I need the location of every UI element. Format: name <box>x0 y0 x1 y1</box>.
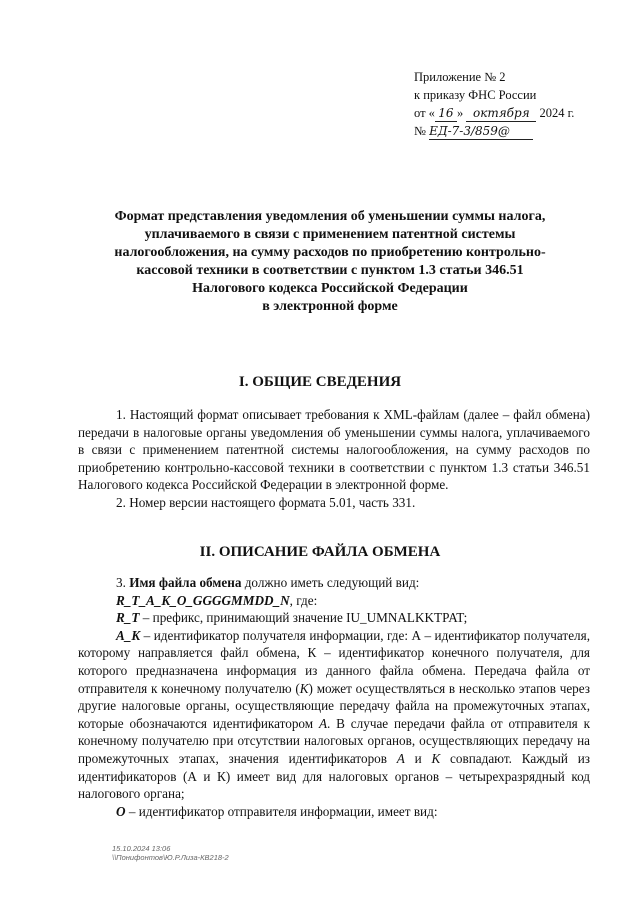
appendix-line1: Приложение № 2 <box>414 70 506 84</box>
handwritten-number: ЕД-7-3/859@ <box>429 124 533 140</box>
section2-body <box>78 574 590 820</box>
section2-heading: II. ОПИСАНИЕ ФАЙЛА ОБМЕНА <box>199 544 441 560</box>
recipient-definition: A_K – идентификатор получателя информации, где: А – идентификатор получателя, которому направляется файл обмена, К – идентификатор конечного получателя, для которого предназначена информация из данного файла обмена. Передача файла от отправителя к конечному получателю (К) может осуществляться в несколько этапов через другие налоговые органы, осуществляющие передачу файла на промежуточных этапах, которые обозначаются идентификатором А. В случае передачи файла от отправителя к конечному получателю при отсутствии налоговых органов, осуществляющих передачу на промежуточных этапах, значения идентификаторов А и К совпадают. Каждый из идентификаторов (А и К) имеет вид для налоговых органов – четырехразрядный код налогового органа; <box>78 627 591 802</box>
handwritten-day: 16 <box>435 106 457 122</box>
title-line: налогообложения, на сумму расходов по приобретению контрольно- <box>114 245 546 260</box>
title-line: Налогового кодекса Российской Федерации <box>192 281 468 296</box>
title-line: Формат представления уведомления об уменьшении суммы налога, <box>114 209 546 224</box>
paragraph-2: 2. Номер версии настоящего формата 5.01, часть 331. <box>116 494 416 510</box>
stamp-line1: 15.10.2024 13:06 <box>112 844 171 853</box>
print-stamp <box>112 844 229 862</box>
appendix-number: № ЕД-7-3/859@ <box>414 122 574 140</box>
stamp-line2: \\Понифонтов\Ю.Р.Лиза-КВ218-2 <box>112 853 229 862</box>
filename-pattern: R_T_A_K_O_GGGGMMDD_N, где: <box>116 592 318 608</box>
sender-definition: O – идентификатор отправителя информации, имеет вид: <box>116 803 438 819</box>
appendix-date: от « 16 » октября 2024 г. <box>414 106 575 120</box>
title-line: в электронной форме <box>262 299 398 314</box>
appendix-line2: к приказу ФНС России <box>414 88 537 102</box>
section1-heading: I. ОБЩИЕ СВЕДЕНИЯ <box>238 374 402 390</box>
appendix-block <box>414 68 574 140</box>
document-title <box>80 208 580 316</box>
title-line: уплачиваемого в связи с применением патентной системы <box>144 227 516 242</box>
section1-body <box>78 406 590 512</box>
prefix-definition: R_T – префикс, принимающий значение IU_UMNALKKTPAT; <box>116 610 468 626</box>
title-line: кассовой техники в соответствии с пунктом 1.3 статьи 346.51 <box>136 263 524 278</box>
paragraph-3: 3. Имя файла обмена должно иметь следующий вид: <box>116 575 420 590</box>
handwritten-month: октября <box>466 106 536 122</box>
paragraph-1: 1. Настоящий формат описывает требования к XML-файлам (далее – файл обмена) передачи в налоговые органы уведомления об уменьшении суммы налога, уплачиваемого в связи с применением патентной системы налогообложения, на сумму расходов по приобретению контрольно-кассовой техники в соответствии с пунктом 1.3 статьи 346.51 Налогового кодекса Российской Федерации в электронной форме. <box>78 407 590 493</box>
